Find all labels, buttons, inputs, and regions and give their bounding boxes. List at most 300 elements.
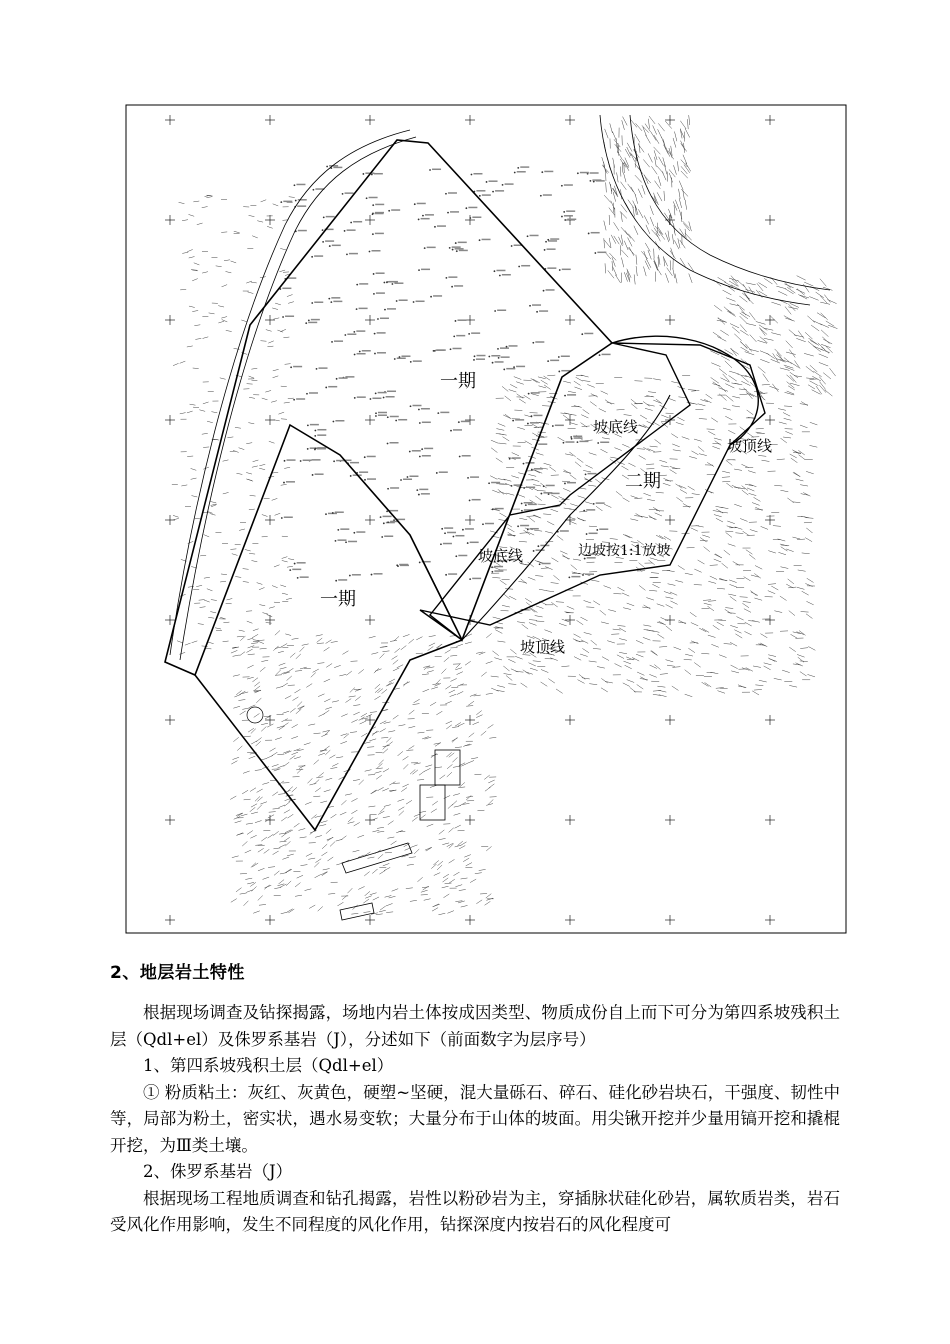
elevation-value-mark (450, 211, 459, 213)
hatch-stroke (760, 634, 767, 638)
hatch-stroke (825, 390, 833, 396)
hatch-stroke (743, 601, 751, 602)
hatch-stroke (610, 123, 613, 133)
hatch-stroke (251, 729, 256, 734)
hatch-stroke (331, 814, 337, 818)
hatch-stroke (807, 578, 814, 582)
hatch-stroke (556, 689, 563, 693)
elevation-value-mark (378, 392, 387, 394)
hatch-stroke (492, 490, 499, 493)
hatch-stroke (341, 714, 347, 717)
hatch-stroke (536, 453, 544, 455)
hatch-stroke (680, 129, 684, 138)
hatch-stroke (734, 383, 742, 385)
hatch-stroke (403, 764, 408, 769)
hatch-stroke (383, 863, 390, 865)
hatch-stroke (581, 415, 588, 418)
elevation-point (511, 245, 513, 247)
hatch-stroke (208, 617, 214, 618)
hatch-stroke (779, 422, 787, 424)
elevation-point (418, 494, 420, 496)
hatch-stroke (353, 712, 359, 715)
hatch-stroke (636, 513, 643, 517)
hatch-stroke (577, 518, 584, 521)
hatch-stroke (719, 385, 726, 392)
elevation-point (552, 425, 554, 427)
elevation-point (445, 193, 447, 195)
elevation-value-mark (297, 205, 306, 207)
hatch-stroke (458, 830, 465, 831)
elevation-point (353, 331, 355, 333)
hatch-stroke (610, 538, 618, 539)
hatch-stroke (683, 223, 689, 231)
hatch-stroke (328, 893, 335, 894)
hatch-stroke (236, 833, 242, 836)
hatch-stroke (708, 635, 716, 637)
hatch-stroke (481, 672, 486, 676)
hatch-stroke (729, 580, 737, 583)
hatch-stroke (257, 789, 263, 792)
hatch-stroke (611, 235, 616, 244)
hatch-stroke (491, 448, 497, 453)
hatch-stroke (477, 810, 484, 811)
hatch-stroke (646, 598, 654, 601)
hatch-stroke (725, 416, 732, 420)
hatch-stroke (778, 539, 786, 541)
elevation-point (468, 333, 470, 335)
hatch-stroke (315, 874, 321, 877)
hatch-stroke (539, 386, 547, 388)
elevation-point (514, 172, 516, 174)
hatch-stroke (504, 594, 510, 599)
hatch-stroke (470, 694, 477, 696)
hatch-stroke (734, 504, 742, 507)
elevation-value-mark (328, 386, 337, 388)
hatch-stroke (451, 687, 458, 688)
elevation-point (465, 207, 467, 209)
hatch-stroke (810, 379, 818, 380)
hatch-stroke (382, 788, 388, 791)
hatch-stroke (300, 837, 307, 838)
hatch-stroke (273, 318, 279, 319)
hatch-stroke (315, 836, 322, 838)
elevation-point (356, 284, 358, 286)
hatch-stroke (643, 625, 651, 626)
hatch-stroke (279, 805, 285, 808)
hatch-stroke (778, 291, 787, 295)
elevation-value-mark (476, 358, 485, 360)
hatch-stroke (449, 859, 455, 863)
hatch-stroke (685, 200, 687, 210)
hatch-stroke (195, 518, 201, 519)
hatch-stroke (243, 901, 248, 906)
hatch-stroke (353, 779, 360, 780)
hatch-stroke (358, 669, 363, 673)
hatch-stroke (646, 225, 650, 234)
hatch-stroke (732, 485, 739, 488)
hatch-stroke (313, 796, 320, 797)
elevation-value-mark (531, 392, 540, 394)
hatch-stroke (742, 293, 750, 299)
hatch-stroke (657, 634, 664, 638)
elevation-value-mark (471, 332, 480, 334)
hatch-stroke (804, 522, 812, 523)
hatch-stroke (248, 423, 254, 424)
hatch-stroke (778, 552, 786, 554)
elevation-value-mark (297, 562, 306, 564)
hatch-stroke (728, 375, 736, 381)
hatch-stroke (780, 596, 787, 600)
hatch-stroke (450, 694, 457, 696)
hatch-stroke (317, 643, 324, 644)
hatch-stroke (727, 521, 735, 524)
hatch-stroke (668, 584, 676, 586)
elevation-point (300, 460, 302, 462)
elevation-value-mark (390, 416, 399, 418)
hatch-stroke (253, 640, 259, 641)
hatch-stroke (367, 747, 374, 748)
hatch-stroke (645, 408, 653, 410)
elevation-value-mark (489, 180, 498, 182)
hatch-stroke (553, 575, 559, 580)
hatch-stroke (446, 752, 451, 757)
hatch-stroke (589, 684, 597, 685)
elevation-value-mark (524, 502, 533, 504)
hatch-stroke (726, 309, 734, 315)
hatch-stroke (269, 441, 275, 443)
hatch-stroke (404, 682, 410, 685)
elevation-point (581, 333, 583, 335)
elevation-point (388, 210, 390, 212)
hatch-stroke (800, 672, 807, 676)
elevation-value-mark (356, 531, 365, 533)
hatch-stroke (431, 687, 438, 689)
elevation-value-mark (566, 210, 575, 212)
hatch-stroke (305, 802, 312, 805)
elevation-point (409, 451, 411, 453)
elevation-point (488, 356, 490, 358)
hatch-stroke (648, 250, 651, 259)
hatch-stroke (227, 437, 233, 438)
hatch-stroke (808, 385, 815, 389)
hatch-stroke (796, 338, 805, 341)
hatch-stroke (652, 230, 659, 237)
hatch-stroke (358, 886, 364, 889)
hatch-stroke (679, 189, 681, 199)
elevation-point (529, 305, 531, 307)
hatch-stroke (245, 850, 251, 853)
elevation-point (543, 290, 545, 292)
hatch-stroke (223, 622, 229, 623)
elevation-point (399, 356, 401, 358)
hatch-stroke (593, 648, 601, 649)
hatch-stroke (441, 669, 446, 674)
hatch-stroke (786, 341, 793, 348)
hatch-stroke (260, 341, 266, 342)
hatch-stroke (786, 352, 796, 354)
hatch-stroke (383, 816, 390, 817)
elevation-value-mark (470, 542, 479, 544)
hatch-stroke (533, 485, 541, 486)
hatch-stroke (525, 598, 532, 602)
hatch-stroke (643, 637, 650, 640)
hatch-stroke (557, 535, 563, 540)
elevation-point (488, 482, 490, 484)
hatch-stroke (735, 533, 743, 534)
hatch-stroke (384, 805, 391, 807)
hatch-stroke (308, 858, 315, 859)
hatch-stroke (323, 869, 330, 870)
elevation-value-mark (447, 532, 456, 534)
elevation-value-mark (530, 235, 539, 237)
elevation-value-mark (367, 456, 376, 458)
hatch-stroke (261, 837, 267, 841)
hatch-stroke (439, 838, 446, 839)
elevation-point (394, 358, 396, 360)
hatch-stroke (268, 867, 275, 868)
hatch-stroke (272, 764, 279, 766)
hatch-stroke (673, 450, 681, 451)
hatch-stroke (232, 554, 238, 556)
hatch-stroke (587, 384, 594, 387)
elevation-value-mark (528, 504, 537, 506)
elevation-point (294, 563, 296, 565)
hatch-stroke (734, 630, 741, 634)
hatch-stroke (267, 346, 273, 347)
elevation-point (345, 541, 347, 543)
hatch-stroke (236, 888, 242, 892)
hatch-stroke (623, 683, 630, 687)
hatch-stroke (544, 463, 552, 465)
elevation-value-mark (376, 272, 385, 274)
elevation-value-mark (472, 499, 481, 501)
hatch-stroke (827, 300, 836, 304)
hatch-stroke (309, 905, 315, 908)
hatch-stroke (535, 616, 543, 617)
hatch-stroke (729, 371, 739, 374)
hatch-stroke (509, 390, 517, 392)
hatch-stroke (648, 392, 656, 393)
hatch-stroke (652, 630, 660, 632)
hatch-stroke (782, 670, 790, 672)
hatch-stroke (691, 451, 698, 455)
hatch-stroke (461, 878, 468, 879)
hatch-stroke (476, 711, 481, 715)
hatch-stroke (384, 722, 391, 724)
elevation-value-mark (421, 218, 430, 220)
hatch-stroke (324, 647, 330, 651)
elevation-value-mark (375, 212, 384, 214)
elevation-point (494, 310, 496, 312)
hatch-stroke (625, 230, 631, 238)
elevation-value-mark (376, 292, 385, 294)
hatch-stroke (375, 771, 382, 773)
hatch-stroke (771, 302, 781, 305)
elevation-value-mark (546, 485, 555, 487)
hatch-stroke (308, 724, 315, 725)
hatch-stroke (568, 517, 576, 519)
elevation-point (597, 442, 599, 444)
hatch-stroke (830, 368, 836, 376)
elevation-value-mark (421, 493, 430, 495)
hatch-stroke (612, 261, 613, 271)
elevation-point (583, 510, 585, 512)
elevation-value-mark (494, 566, 503, 568)
elevation-point (342, 193, 344, 195)
hatch-stroke (274, 565, 280, 567)
elevation-point (308, 319, 310, 321)
hatch-stroke (445, 685, 451, 689)
hatch-stroke (719, 655, 726, 658)
hatch-stroke (797, 289, 805, 296)
hatch-stroke (386, 737, 391, 742)
hatch-stroke (581, 375, 589, 377)
hatch-stroke (280, 873, 287, 874)
hatch-stroke (533, 469, 540, 473)
hatch-stroke (345, 699, 351, 703)
hatch-stroke (680, 141, 684, 150)
hatch-stroke (194, 263, 200, 265)
hatch-stroke (763, 374, 769, 382)
elevation-point (414, 203, 416, 205)
hatch-stroke (279, 880, 284, 884)
hatch-stroke (645, 124, 651, 132)
hatch-stroke (653, 379, 661, 380)
hatch-stroke (731, 671, 739, 673)
hatch-stroke (788, 579, 794, 584)
hatch-stroke (660, 674, 668, 675)
hatch-stroke (585, 502, 593, 504)
hatch-stroke (584, 632, 592, 634)
hatch-stroke (204, 600, 210, 602)
hatch-stroke (210, 612, 216, 613)
elevation-value-mark (571, 576, 580, 578)
hatch-stroke (236, 473, 242, 474)
hatch-stroke (202, 272, 208, 273)
elevation-value-mark (476, 355, 485, 357)
hatch-stroke (731, 665, 738, 669)
hatch-stroke (764, 666, 771, 670)
hatch-stroke (305, 889, 312, 891)
hatch-stroke (723, 408, 731, 410)
hatch-stroke (431, 809, 437, 813)
hatch-stroke (699, 419, 707, 420)
hatch-stroke (764, 663, 772, 665)
hatch-stroke (819, 354, 828, 358)
hatch-stroke (750, 530, 758, 532)
elevation-point (479, 195, 481, 197)
elevation-value-mark (374, 573, 383, 575)
hatch-stroke (226, 330, 232, 331)
elevation-value-mark (543, 492, 552, 494)
hatch-stroke (784, 406, 792, 407)
hatch-stroke (674, 131, 676, 141)
hatch-stroke (556, 602, 564, 603)
elevation-value-mark (543, 194, 552, 196)
hatch-stroke (282, 593, 288, 594)
hatch-stroke (639, 585, 645, 590)
hatch-stroke (806, 601, 813, 604)
elevation-point (335, 580, 337, 582)
hatch-stroke (278, 765, 285, 767)
elevation-point (316, 368, 318, 370)
hatch-stroke (627, 603, 635, 606)
hatch-stroke (590, 402, 597, 407)
hatch-stroke (539, 589, 547, 590)
hatch-stroke (790, 372, 798, 378)
hatch-stroke (662, 171, 666, 180)
elevation-point (416, 489, 418, 491)
elevation-value-mark (589, 533, 598, 535)
label-slope-bottom-2: 坡底线 (478, 547, 524, 565)
hatch-stroke (737, 304, 745, 310)
hatch-stroke (307, 778, 312, 783)
hatch-stroke (651, 132, 656, 141)
elevation-value-mark (458, 555, 467, 557)
hatch-stroke (354, 822, 360, 826)
elevation-point (375, 412, 377, 414)
hatch-stroke (727, 311, 735, 316)
elevation-value-mark (547, 248, 556, 250)
hatch-stroke (500, 580, 507, 585)
hatch-stroke (225, 271, 231, 272)
hatch-stroke (800, 485, 808, 486)
hatch-stroke (639, 143, 640, 153)
hatch-stroke (251, 812, 258, 814)
hatch-stroke (656, 492, 664, 493)
elevation-point (517, 525, 519, 527)
hatch-stroke (280, 248, 286, 250)
hatch-stroke (759, 325, 767, 331)
hatch-stroke (361, 733, 367, 737)
hatch-stroke (563, 415, 569, 420)
hatch-stroke (365, 770, 372, 772)
hatch-stroke (754, 690, 762, 691)
hatch-stroke (224, 260, 230, 261)
hatch-stroke (284, 762, 290, 766)
hatch-stroke (563, 381, 571, 383)
hatch-stroke (725, 384, 734, 388)
hatch-stroke (253, 911, 260, 913)
hatch-stroke (256, 741, 261, 746)
phase-one-lower-boundary (195, 640, 462, 830)
elevation-point (599, 354, 601, 356)
hatch-stroke (247, 621, 253, 623)
hatch-stroke (348, 822, 355, 824)
hatch-stroke (428, 646, 434, 650)
hatch-stroke (332, 763, 338, 766)
elevation-value-mark (453, 348, 462, 350)
hatch-stroke (188, 586, 194, 587)
hatch-stroke (682, 221, 689, 228)
hatch-stroke (273, 204, 279, 206)
hatch-stroke (667, 268, 673, 276)
hatch-stroke (424, 899, 431, 901)
hatch-stroke (621, 227, 628, 235)
hatch-stroke (470, 879, 476, 882)
elevation-value-mark (437, 225, 446, 227)
elevation-value-mark (386, 396, 395, 398)
hatch-stroke (623, 608, 631, 610)
hatch-stroke (320, 801, 327, 803)
hatch-stroke (628, 237, 633, 246)
hatch-stroke (639, 563, 645, 568)
elevation-point (328, 298, 330, 300)
hatch-stroke (810, 340, 819, 345)
elevation-point (455, 555, 457, 557)
elevation-point (331, 341, 333, 343)
hatch-stroke (604, 238, 605, 248)
